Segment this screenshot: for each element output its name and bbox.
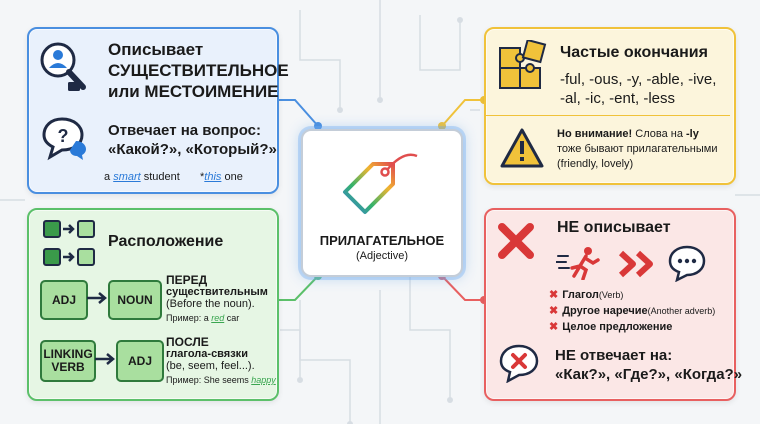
not-answers-line1: НЕ отвечает на:: [555, 347, 673, 364]
chip-adj: ADJ: [40, 280, 88, 320]
arrow-right-icon: [94, 351, 116, 367]
center-title: ПРИЛАГАТЕЛЬНОЕ: [319, 233, 445, 248]
position-title: Расположение: [108, 233, 224, 250]
puzzle-icon: [497, 40, 547, 92]
not-describes-title: НЕ описывает: [557, 219, 671, 236]
search-person-icon: [38, 40, 88, 92]
endings-line2: -al, -ic, -ent, -less: [560, 90, 676, 107]
x-bubble-icon: [498, 343, 540, 383]
answers-line1: Отвечает на вопрос:: [108, 122, 261, 139]
running-person-icon: [556, 246, 606, 280]
center-subtitle: (Adjective): [356, 250, 408, 262]
endings-title: Частые окончания: [560, 44, 708, 61]
warning-triangle-icon: [500, 128, 544, 168]
highlight-smart: smart: [113, 171, 141, 183]
grid-arrows-icon: [42, 219, 98, 269]
fast-forward-icon: [618, 250, 658, 278]
list-item: ✖ Целое предложение: [549, 321, 673, 333]
describes-line1: Описывает: [108, 40, 204, 59]
describes-line3: или МЕСТОИМЕНИЕ: [108, 82, 279, 101]
warning-text: Но внимание! Слова на -ly тоже бывают прилагательными (friendly, lovely): [557, 128, 718, 170]
highlight-this: this: [204, 171, 222, 183]
not-answers-line2: «Как?», «Где?», «Когда?»: [555, 366, 743, 383]
question-bubble-icon: [42, 117, 88, 161]
svg-text:?: ?: [57, 126, 69, 146]
not-describes-list: [549, 287, 715, 335]
describes-line2: СУЩЕСТВИТЕЛЬНОЕ: [108, 61, 289, 80]
tag-icon: [337, 148, 423, 220]
ellipsis-bubble-icon: [667, 244, 707, 282]
list-item: ✖ Другое наречие (Another adverb): [549, 305, 716, 317]
arrow-right-icon: [86, 290, 108, 306]
chip-linking-verb: LINKING VERB: [40, 340, 96, 382]
endings-line1: -ful, -ous, -y, -able, -ive,: [560, 71, 717, 88]
answers-line2: «Какой?», «Который?»: [108, 141, 277, 158]
x-icon: [497, 222, 535, 260]
example-this-one: *this one: [200, 171, 243, 183]
chip-adj-2: ADJ: [116, 340, 164, 382]
after-text: ПОСЛЕ глагола-связки (be, seem, feel...). Пример: She seems happy: [166, 335, 276, 385]
list-item: ✖ Глагол (Verb): [549, 289, 624, 301]
endings-divider: [486, 115, 730, 116]
chip-noun: NOUN: [108, 280, 162, 320]
example-smart-student: a smart student: [104, 171, 180, 183]
before-text: ПЕРЕД существительным (Before the noun). Пример: a red car: [166, 273, 268, 323]
